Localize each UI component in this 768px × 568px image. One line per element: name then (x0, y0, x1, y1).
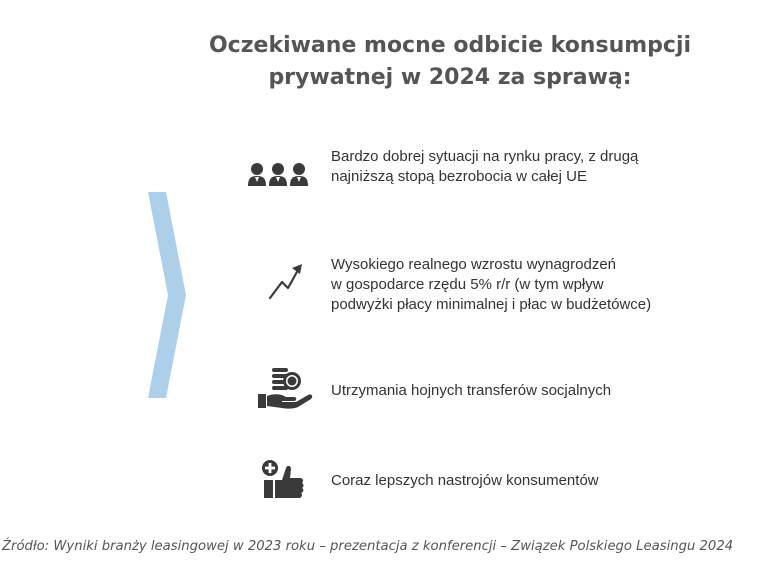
item-consumer-sentiment (331, 471, 751, 491)
item-wage-growth-line-2: w gospodarce rzędu 5% r/r (w tym wpływ (331, 276, 604, 293)
chevron-right-icon (146, 192, 188, 398)
item-wage-growth (331, 255, 751, 315)
item-wage-growth-line-1: Wysokiego realnego wzrostu wynagrodzeń (331, 256, 617, 273)
source-note: Źródło: Wyniki branży leasingowej w 2023 roku – prezentacja z konferencji – Związek Polskiego Leasingu 2024 (2, 539, 734, 554)
item-social-transfers-line-1: Utrzymania hojnych transferów socjalnych (331, 382, 612, 399)
item-labor-market-line-2: najniższą stopą bezrobocia w całej UE (331, 168, 587, 185)
item-wage-growth-line-3: podwyżki płacy minimalnej i płac w budżetówce) (331, 296, 652, 313)
title-line-1: Oczekiwane mocne odbicie konsumpcji (208, 33, 692, 58)
item-labor-market (331, 147, 751, 187)
item-consumer-sentiment-line-1: Coraz lepszych nastrojów konsumentów (331, 472, 599, 489)
coins-hand-icon (254, 364, 318, 412)
item-social-transfers (331, 381, 751, 401)
item-labor-market-line-1: Bardzo dobrej sytuacji na rynku pracy, z drugą (331, 148, 639, 165)
trend-up-icon (262, 260, 326, 308)
title-line-2: prywatnej w 2024 za sprawą: (268, 65, 632, 90)
thumbs-up-plus-icon (256, 456, 320, 504)
page-title (140, 30, 760, 94)
people-icon (246, 150, 310, 198)
